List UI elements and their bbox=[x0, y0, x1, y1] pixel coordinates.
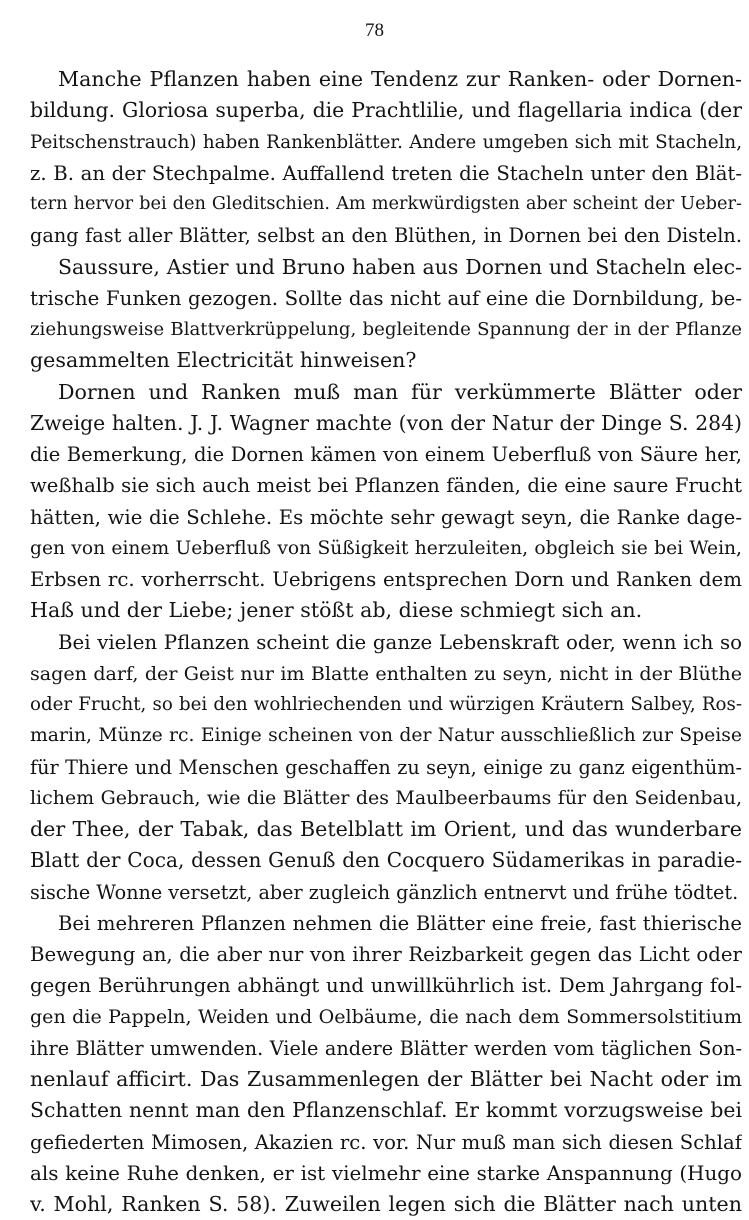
text-line: gen die Pappeln, Weiden und Oelbäume, die nach dem Sommersolstitium bbox=[30, 1005, 742, 1028]
text-line: der Thee, der Tabak, das Betelblatt im Orient, und das wunderbare bbox=[30, 817, 742, 841]
text-line: gesammelten Electricität hinweisen? bbox=[30, 348, 417, 373]
text-line: nenlauf afficirt. Das Zusammenlegen der Blätter bei Nacht oder im bbox=[30, 1067, 742, 1091]
text-line: gefiederten Mimosen, Akazien rc. vor. Nur muß man sich diesen Schlaf bbox=[30, 1130, 742, 1154]
text-line: ziehungsweise Blattverkrüppelung, begleitende Spannung der in der Pflanze bbox=[30, 319, 742, 340]
text-line: sagen darf, der Geist nur im Blatte enthalten zu seyn, nicht in der Blüthe bbox=[30, 661, 742, 685]
text-line: Bewegung an, die aber nur von ihrer Reizbarkeit gegen das Licht oder bbox=[30, 943, 742, 966]
text-line: die Bemerkung, die Dornen kämen von einem Ueberfluß von Säure her, bbox=[30, 443, 742, 466]
text-line: Peitschenstrauch) haben Rankenblätter. Andere umgeben sich mit Stacheln, bbox=[30, 131, 742, 153]
text-line: hätten, wie die Schlehe. Es möchte sehr gewagt seyn, die Ranke dage- bbox=[30, 505, 742, 529]
text-line: Schatten nennt man den Pflanzenschlaf. Er kommt vorzugsweise bei bbox=[30, 1098, 742, 1123]
text-line: v. Mohl, Ranken S. 58). Zuweilen legen sich die Blätter nach unten bbox=[30, 1192, 742, 1216]
text-line: als keine Ruhe denken, er ist vielmehr eine starke Anspannung (Hugo bbox=[30, 1161, 742, 1185]
text-line: z. B. an der Stechpalme. Auffallend treten die Stacheln unter den Blät- bbox=[30, 161, 742, 185]
text-line: für Thiere und Menschen geschaffen zu seyn, einige zu ganz eigenthüm- bbox=[30, 755, 742, 779]
body-text bbox=[30, 64, 742, 1220]
text-line: gang fast aller Blätter, selbst an den Blüthen, in Dornen bei den Disteln. bbox=[30, 224, 742, 248]
text-line: Bei vielen Pflanzen scheint die ganze Lebenskraft oder, wenn ich so bbox=[58, 630, 742, 654]
text-line: Haß und der Liebe; jener stößt ab, diese schmiegt sich an. bbox=[30, 598, 643, 623]
text-line: tern hervor bei den Gleditschien. Am merkwürdigsten aber scheint der Ueber- bbox=[30, 194, 742, 214]
text-line: marin, Münze rc. Einige scheinen von der Natur ausschließlich zur Speise bbox=[30, 725, 742, 747]
text-line: lichem Gebrauch, wie die Blätter des Maulbeerbaums für den Seidenbau, bbox=[30, 786, 742, 809]
text-line: bildung. Gloriosa superba, die Prachtlilie, und flagellaria indica (der bbox=[30, 98, 742, 123]
text-line: Erbsen rc. vorherrscht. Uebrigens entsprechen Dorn und Ranken dem bbox=[30, 568, 742, 591]
text-line: trische Funken gezogen. Sollte das nicht auf eine die Dornbildung, be- bbox=[30, 286, 742, 310]
text-line: oder Frucht, so bei den wohlriechenden und würzigen Kräutern Salbey, Ros- bbox=[30, 694, 742, 715]
text-line: weßhalb sie sich auch meist bei Pflanzen fänden, die eine saure Frucht bbox=[30, 474, 742, 498]
text-line: Manche Pflanzen haben eine Tendenz zur Ranken- oder Dornen- bbox=[58, 67, 742, 91]
text-line: gen von einem Ueberfluß von Süßigkeit herzuleiten, obgleich sie bei Wein, bbox=[30, 537, 742, 559]
text-line: Saussure, Astier und Bruno haben aus Dornen und Stacheln elec- bbox=[58, 254, 742, 279]
text-line: Bei mehreren Pflanzen nehmen die Blätter eine freie, fast thierische bbox=[58, 911, 742, 935]
text-line: Zweige halten. J. J. Wagner machte (von der Natur der Dinge S. 284) bbox=[30, 410, 742, 435]
text-line: Dornen und Ranken muß man für verkümmerte Blätter oder bbox=[58, 379, 742, 404]
text-line: gegen Berührungen abhängt und unwillkührlich ist. Dem Jahrgang fol- bbox=[30, 974, 742, 998]
page-number: 78 bbox=[365, 20, 384, 41]
text-line: ihre Blätter umwenden. Viele andere Blätter werden vom täglichen Son- bbox=[30, 1036, 742, 1060]
text-line: sische Wonne versetzt, aber zugleich gänzlich entnervt und frühe tödtet. bbox=[30, 880, 739, 904]
text-line: Blatt der Coca, dessen Genuß den Cocquero Südamerikas in paradie- bbox=[30, 848, 742, 873]
